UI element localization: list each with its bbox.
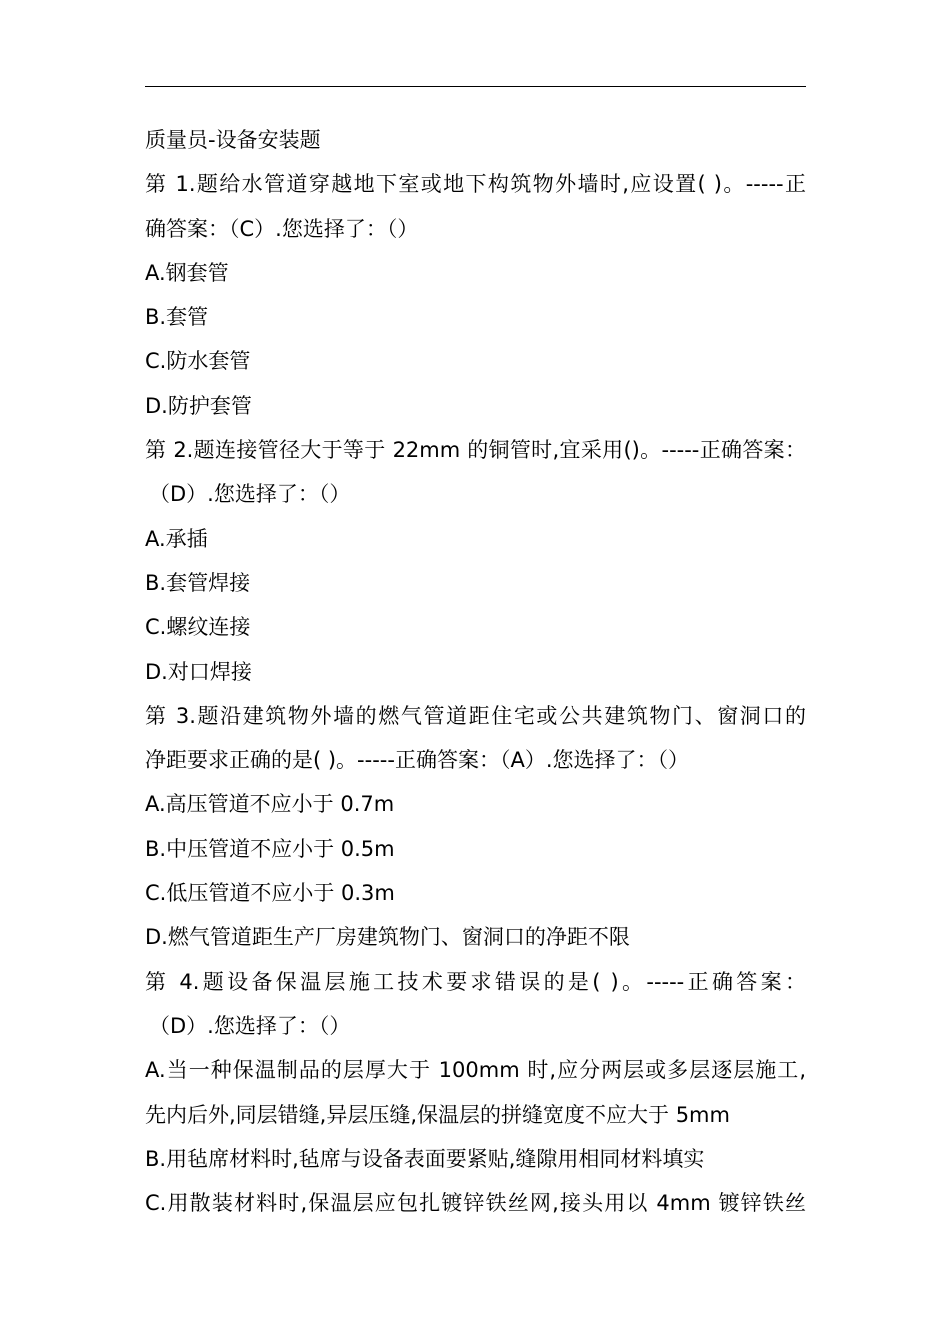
question-2-answer: （D）.您选择了：（） bbox=[149, 482, 351, 507]
question-3-answer: 净距要求正确的是( )。-----正确答案：（A）.您选择了：（） bbox=[145, 748, 689, 773]
question-3-text: 第 3.题沿建筑物外墙的燃气管道距住宅或公共建筑物门、窗洞口的 bbox=[145, 703, 806, 728]
question-2-option-d: D.对口焊接 bbox=[145, 659, 252, 684]
question-1-option-b: B.套管 bbox=[145, 305, 209, 330]
question-1-option-d: D.防护套管 bbox=[145, 393, 252, 418]
question-2-option-b: B.套管焊接 bbox=[145, 570, 251, 595]
question-2-text: 第 2.题连接管径大于等于 22mm 的铜管时,宜采用()。-----正确答案： bbox=[145, 438, 806, 463]
question-4-answer: （D）.您选择了：（） bbox=[149, 1013, 351, 1038]
question-3-option-c: C.低压管道不应小于 0.3m bbox=[145, 881, 395, 906]
question-1-option-a: A.钢套管 bbox=[145, 260, 229, 285]
question-3-option-b: B.中压管道不应小于 0.5m bbox=[145, 836, 395, 861]
question-4-option-c: C.用散装材料时,保温层应包扎镀锌铁丝网,接头用以 4mm 镀锌铁丝 bbox=[145, 1191, 806, 1216]
document-body bbox=[145, 118, 813, 1225]
document-title: 质量员-设备安装题 bbox=[145, 128, 321, 152]
question-4-option-b: B.用毡席材料时,毡席与设备表面要紧贴,缝隙用相同材料填实 bbox=[145, 1146, 705, 1171]
question-3-option-a: A.高压管道不应小于 0.7m bbox=[145, 792, 395, 817]
header-rule bbox=[145, 86, 806, 87]
question-4-option-a-continued: 先内后外,同层错缝,异层压缝,保温层的拼缝宽度不应大于 5mm bbox=[145, 1102, 730, 1127]
question-4-text: 第 4.题设备保温层施工技术要求错误的是( )。-----正确答案： bbox=[145, 969, 806, 994]
question-2-option-a: A.承插 bbox=[145, 526, 208, 551]
question-1-text: 第 1.题给水管道穿越地下室或地下构筑物外墙时,应设置( )。-----正 bbox=[145, 172, 806, 197]
question-3-option-d: D.燃气管道距生产厂房建筑物门、窗洞口的净距不限 bbox=[145, 925, 630, 950]
question-1-answer: 确答案：（C）.您选择了：（） bbox=[145, 216, 419, 241]
question-1-option-c: C.防水套管 bbox=[145, 349, 251, 374]
question-4-option-a: A.当一种保温制品的层厚大于 100mm 时,应分两层或多层逐层施工, bbox=[145, 1058, 806, 1083]
question-2-option-c: C.螺纹连接 bbox=[145, 615, 251, 640]
